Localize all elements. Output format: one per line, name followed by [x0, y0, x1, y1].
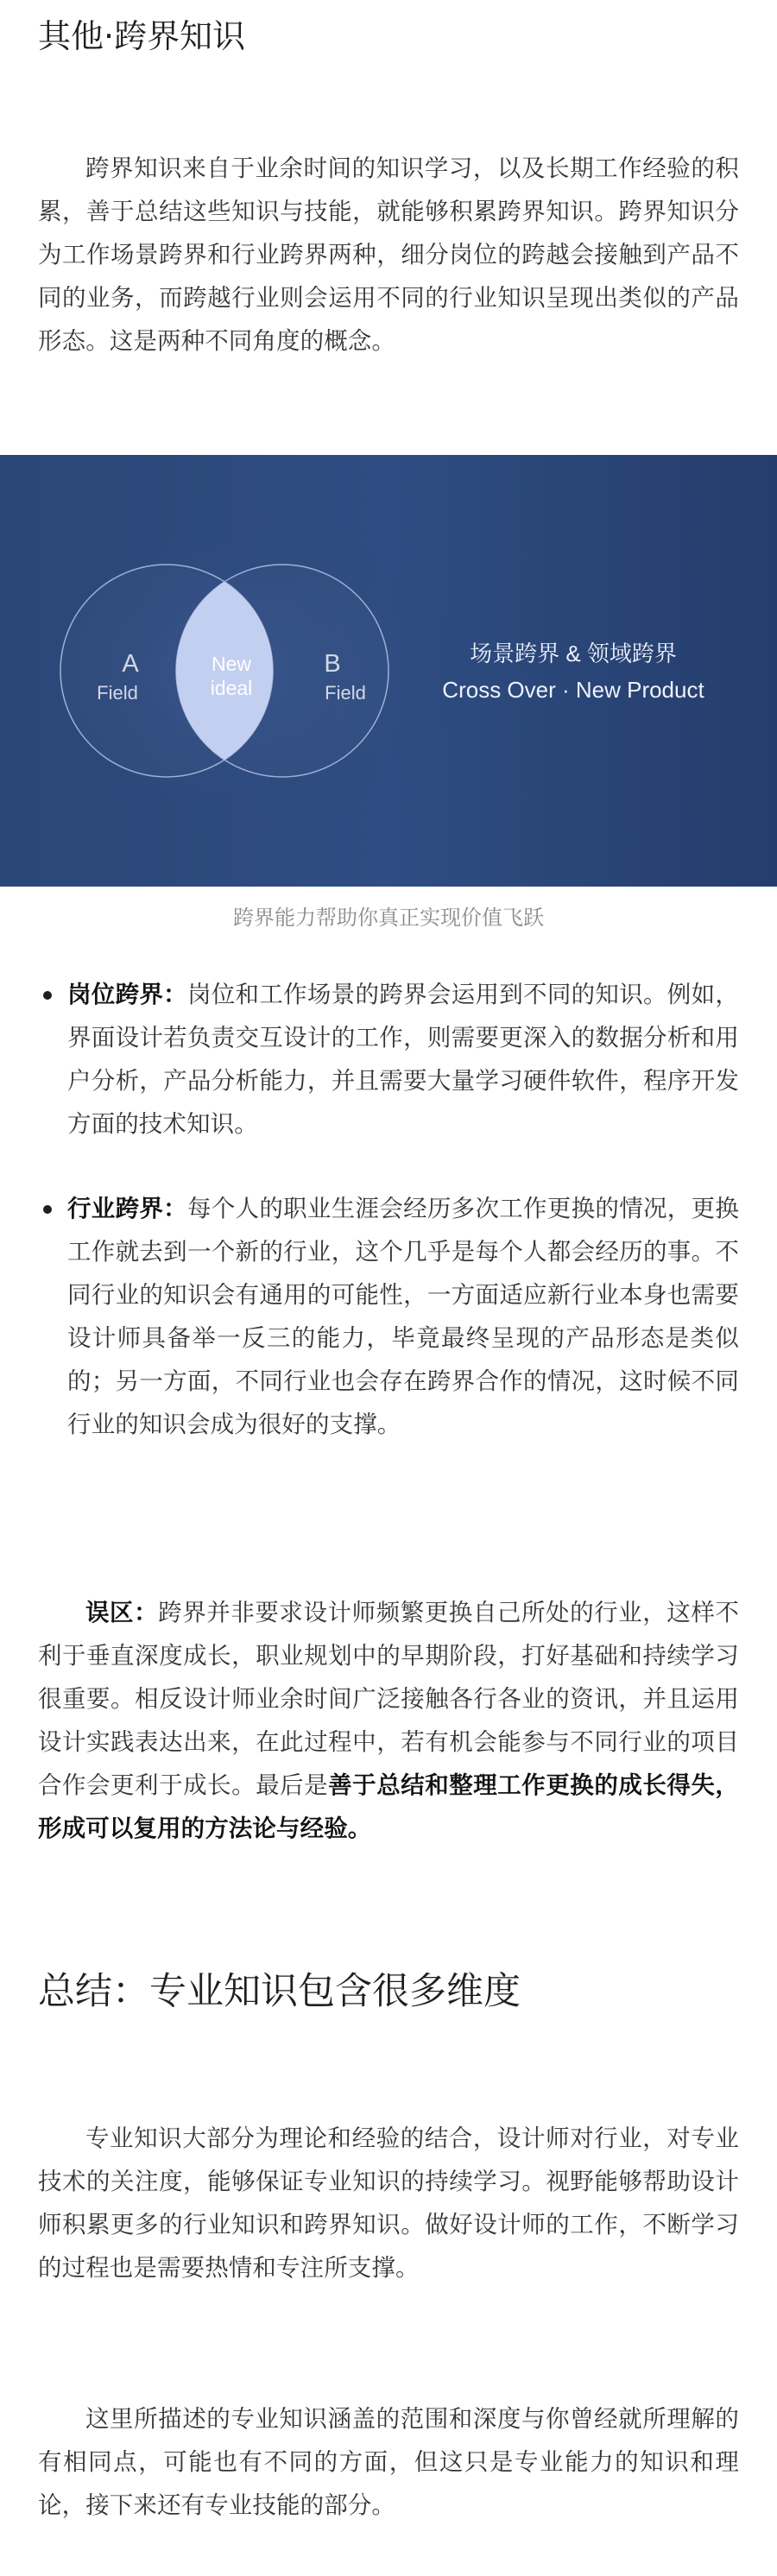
cross-over-banner-image: [0, 455, 777, 887]
cross-domain-intro-paragraph: 跨界知识来自于业余时间的知识学习，以及长期工作经验的积累，善于总结这些知识与技能，就能够积累跨界知识。跨界知识分为工作场景跨界和行业跨界两种，细分岗位的跨越会接触到产品不同的业务，而跨越行业则会运用不同的行业知识呈现出类似的产品形态。这是两种不同角度的概念。: [38, 155, 739, 355]
circle-a-label: Field: [97, 682, 138, 704]
bullet-dot-icon: [43, 991, 52, 1000]
circle-b-letter: B: [324, 650, 341, 678]
banner-title-en: Cross Over · New Product: [442, 677, 704, 703]
bullet-term: 岗位跨界：: [67, 981, 187, 1008]
banner-caption: 跨界能力帮助你真正实现价值飞跃: [233, 906, 544, 930]
overlap-label-line1: New: [211, 653, 252, 675]
bullet-term: 行业跨界：: [67, 1195, 187, 1222]
list-item: [38, 973, 739, 1146]
banner-title-cn: 场景跨界 & 领域跨界: [470, 641, 677, 666]
circle-b-label: Field: [325, 682, 366, 704]
cross-domain-type-list: [38, 973, 739, 1446]
bullet-text: 每个人的职业生涯会经历多次工作更换的情况，更换工作就去到一个新的行业，这个几乎是每个人都会经历的事。不同行业的知识会有通用的可能性，一方面适应新行业本身也需要设计师具备举一反三的能力，毕竟最终呈现的产品形态是类似的；另一方面，不同行业也会存在跨界合作的情况，这时候不同行业的知识会成为很好的支撑。: [67, 1195, 739, 1438]
circle-a-letter: A: [122, 650, 139, 678]
misconception-term: 误区：: [85, 1599, 159, 1626]
list-item: [38, 1187, 739, 1446]
section-title-summary: 总结：专业知识包含很多维度: [38, 1970, 521, 2013]
misconception-emphasis: 善于总结和整理工作更换的成长得失，形成可以复用的方法论与经验。: [38, 1771, 739, 1842]
misconception-paragraph: [38, 1591, 739, 1850]
misconception-text: 跨界并非要求设计师频繁更换自己所处的行业，这样不利于垂直深度成长，职业规划中的早期阶段，打好基础和持续学习很重要。相反设计师业余时间广泛接触各行各业的资讯，并且运用设计实践表达出来，在此过程中，若有机会能参与不同行业的项目合作会更利于成长。最后是: [38, 1599, 739, 1799]
summary-paragraph-1: 专业知识大部分为理论和经验的结合，设计师对行业，对专业技术的关注度，能够保证专业知识的持续学习。视野能够帮助设计师积累更多的行业知识和跨界知识。做好设计师的工作，不断学习的过程也是需要热情和专注所支撑。: [38, 2125, 739, 2282]
section-title-cross-domain: 其他·跨界知识: [38, 17, 246, 55]
summary-paragraph-2: 这里所描述的专业知识涵盖的范围和深度与你曾经就所理解的有相同点，可能也有不同的方面，但这只是专业能力的知识和理论，接下来还有专业技能的部分。: [38, 2405, 739, 2519]
bullet-dot-icon: [43, 1205, 52, 1214]
overlap-label-line2: ideal: [210, 677, 253, 699]
venn-diagram: [0, 455, 777, 887]
bullet-text: 岗位和工作场景的跨界会运用到不同的知识。例如，界面设计若负责交互设计的工作，则需要更深入的数据分析和用户分析，产品分析能力，并且需要大量学习硬件软件，程序开发方面的技术知识。: [67, 981, 739, 1138]
